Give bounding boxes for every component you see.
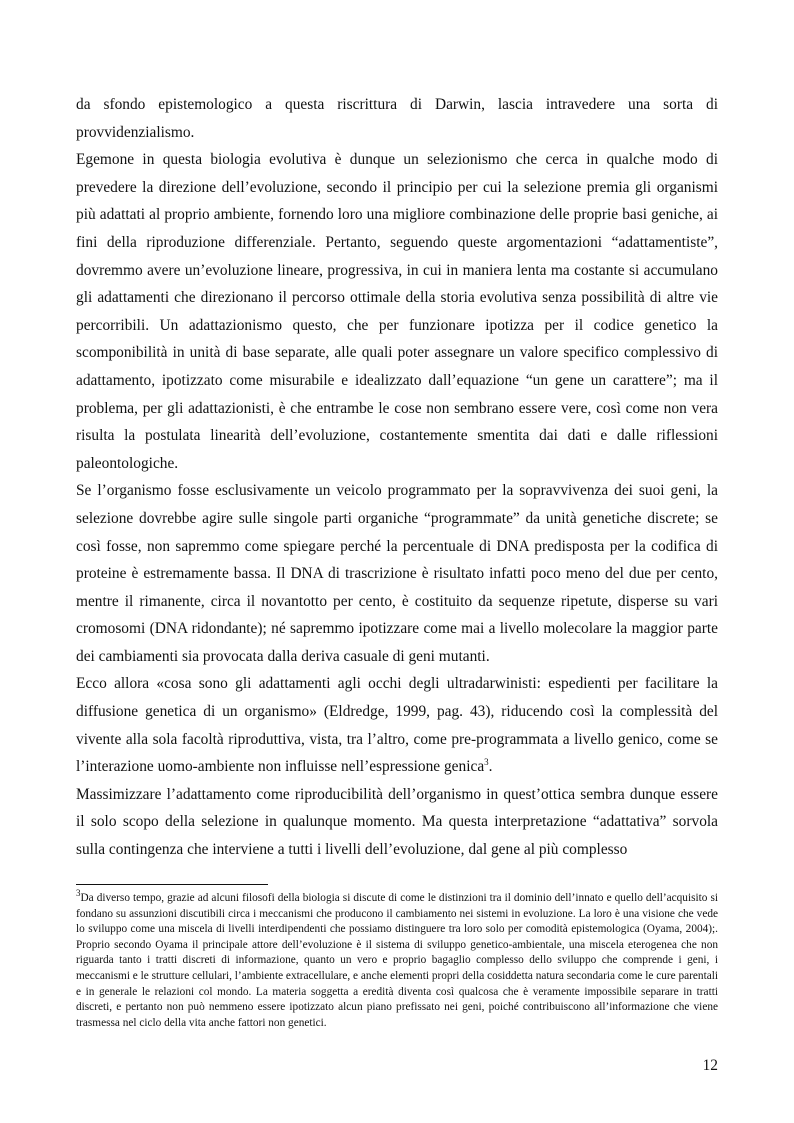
page-number: 12 <box>702 1057 718 1074</box>
footnote-reference[interactable]: 3 <box>484 757 489 768</box>
footnote-separator <box>76 884 268 885</box>
paragraph-2: Egemone in questa biologia evolutiva è dunque un selezionismo che cerca in qualche modo di prevedere la direzione dell’evoluzione, secondo il principio per cui la selezione premia gli organismi più adattati al proprio ambiente, fornendo loro una migliore combinazione delle proprie basi geniche, ai fini della riproduzione differenziale. Pertanto, seguendo queste argomentazioni “adattamentiste”, dovremmo avere un’evoluzione lineare, progressiva, in cui in maniera lenta ma costante si accumulano gli adattamenti che direzionano il percorso ottimale della storia evolutiva senza possibilità di altre vie percorribili. Un adattazionismo questo, che per funzionare ipotizza per il codice genetico la scomponibilità in unità di base separate, alle quali poter assegnare un valore specifico complessivo di adattamento, ipotizzato come misurabile e idealizzato dall’equazione “un gene un carattere”; ma il problema, per gli adattazionisti, è che entrambe le cose non sembrano essere vere, così come non vera risulta la postulata linearità dell’evoluzione, costantemente smentita dai dati e dalle riflessioni paleontologiche. <box>76 151 718 472</box>
paragraph-4-end: . <box>488 758 493 776</box>
paragraph-5: Massimizzare l’adattamento come riproducibilità dell’organismo in quest’ottica sembra dunque essere il solo scopo della selezione in qualunque momento. Ma questa interpretazione “adattativa” sorvola sulla contingenza che interviene a tutti i livelli dell’evoluzione, dal gene al più complesso <box>76 785 718 859</box>
footnote <box>76 888 718 1031</box>
paragraph-4 <box>76 670 718 780</box>
footnote-3 <box>76 888 718 1031</box>
paragraph-3: Se l’organismo fosse esclusivamente un veicolo programmato per la sopravvivenza dei suoi geni, la selezione dovrebbe agire sulle singole parti organiche “programmate” da unità genetiche discrete; se così fosse, non sapremmo come spiegare perché la percentuale di DNA predisposta per la codifica di proteine è estremamente bassa. Il DNA di trascrizione è risultato infatti poco meno del due per cento, mentre il rimanente, circa il novantotto per cento, è costituito da sequenze ripetute, disperse su vari cromosomi (DNA ridondante); né sapremmo ipotizzare come mai a livello molecolare la maggior parte dei cambiamenti sia provocata dalla deriva casuale di geni mutanti. <box>76 482 718 665</box>
footnote-marker: 3 <box>76 888 81 899</box>
paragraph-1: da sfondo epistemologico a questa riscrittura di Darwin, lascia intravedere una sorta di provvidenzialismo. <box>76 96 718 141</box>
main-text <box>76 91 718 864</box>
footnote-text: Da diverso tempo, grazie ad alcuni filosofi della biologia si discute di come le distinzioni tra il dominio dell’innato e quello dell’acquisito si fondano su assunzioni discutibili circa i meccanismi che producono il cambiamento nei sistemi in evoluzione. La loro è una visione che vede lo sviluppo come una miscela di livelli interdipendenti che possiamo distinguere tra loro solo per comodità epistemologica (Oyama, 2004);. Proprio secondo Oyama il principale attore dell’evoluzione è il sistema di sviluppo genetico-ambientale, una miscela eterogenea che non riguarda tanto i tratti discreti di informazione, quanto un vero e proprio bagaglio complesso dello sviluppo che comprende i geni, i meccanismi e le strutture cellulari, l’ambiente extracellulare, e anche elementi propri della cosiddetta natura secondaria come le cure parentali e in generale le relazioni col mondo. La materia soggetta a eredità diventa così qualcosa che è veramente impossibile separare in tratti discreti, e pertanto non può nemmeno essere ipotizzato alcun piano prefissato nei geni, poiché contribuiscono all’informazione che viene trasmessa nel ciclo della vita anche fattori non genetici. <box>76 892 718 1029</box>
paragraph-4-text: Ecco allora «cosa sono gli adattamenti agli occhi degli ultradarwinisti: espedienti per facilitare la diffusione genetica di un organismo» (Eldredge, 1999, pag. 43), riducendo così la complessità del vivente alla sola facoltà riproduttiva, vista, tra l’altro, come pre-programmata a livello genico, come se l’interazione uomo-ambiente non influisse nell’espressione genica <box>76 675 718 776</box>
